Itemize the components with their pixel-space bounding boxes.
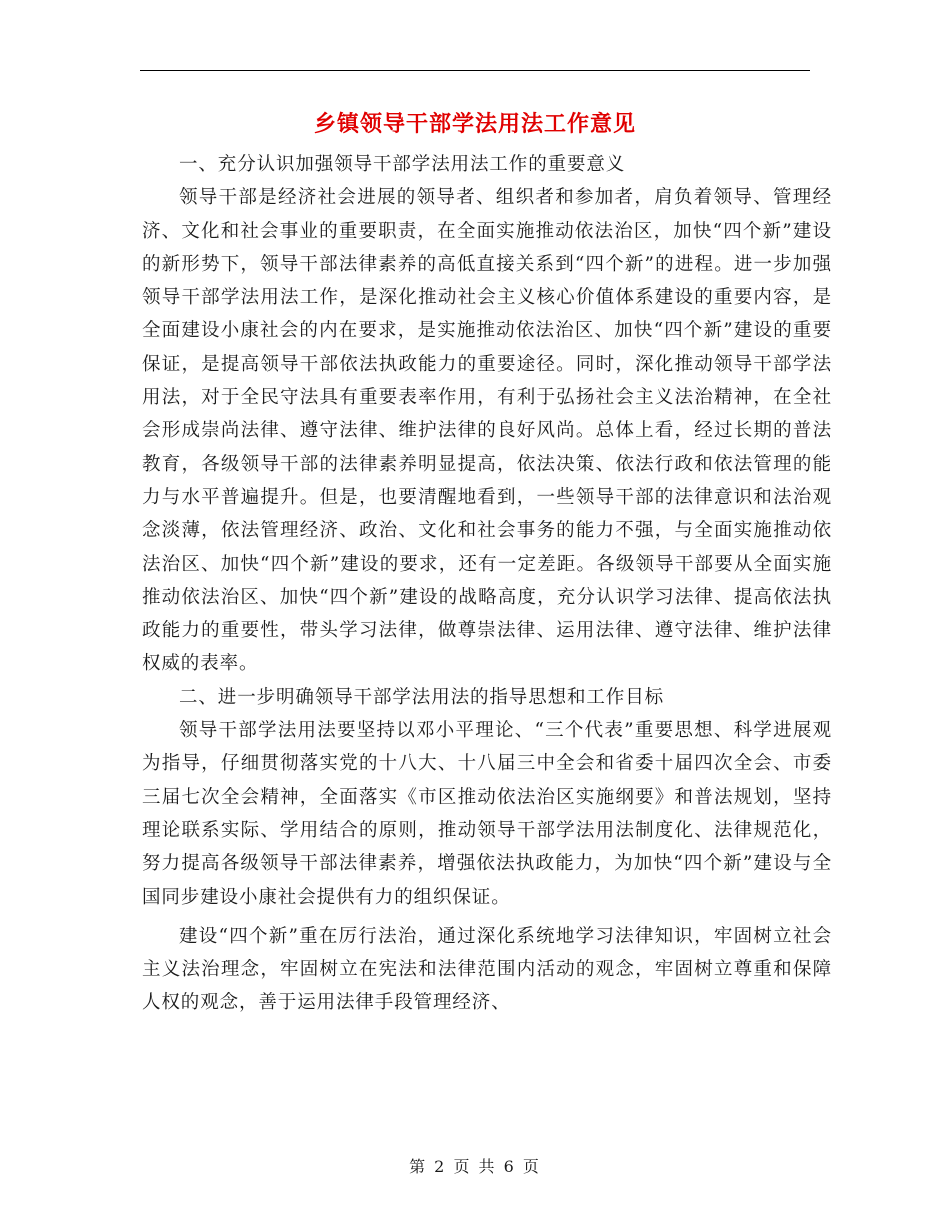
body-paragraph-2: 领导干部学法用法要坚持以邓小平理论、“三个代表”重要思想、科学进展观为指导，仔细贯彻落实党的十八大、十八届三中全会和省委十届四次全会、市委三届七次全会精神，全面落实《市区推动依法治区实施纲要》和普法规划，坚持理论联系实际、学用结合的原则，推动领导干部学法用法制度化、法律规范化，努力提高各级领导干部法律素养，增强依法执政能力，为加快“四个新”建设与全国同步建设小康社会提供有力的组织保证。: [142, 720, 832, 908]
section-heading-1: 一、充分认识加强领导干部学法用法工作的重要意义: [179, 154, 626, 175]
section-heading-2: 二、进一步明确领导干部学法用法的指导思想和工作目标: [179, 686, 665, 708]
body-paragraph-3: 建设“四个新”重在厉行法治，通过深化系统地学习法律知识，牢固树立社会主义法治理念，牢固树立在宪法和法律范围内活动的观念，牢固树立尊重和保障人权的观念，善于运用法律手段管理经济、: [142, 925, 832, 1014]
header-rule: [140, 70, 810, 71]
document-title: 乡镇领导干部学法用法工作意见: [313, 111, 636, 137]
page-number-footer: 第 2 页 共 6 页: [409, 1157, 541, 1176]
document-body: [142, 148, 832, 1020]
body-paragraph-1: 领导干部是经济社会进展的领导者、组织者和参加者，肩负着领导、管理经济、文化和社会事业的重要职责，在全面实施推动依法治区，加快“四个新”建设的新形势下，领导干部法律素养的高低直接关系到“四个新”的进程。进一步加强领导干部学法用法工作，是深化推动社会主义核心价值体系建设的重要内容，是全面建设小康社会的内在要求，是实施推动依法治区、加快“四个新”建设的重要保证，是提高领导干部依法执政能力的重要途径。同时，深化推动领导干部学法用法，对于全民守法具有重要表率作用，有利于弘扬社会主义法治精神，在全社会形成崇尚法律、遵守法律、维护法律的良好风尚。总体上看，经过长期的普法教育，各级领导干部的法律素养明显提高，依法决策、依法行政和依法管理的能力与水平普遍提升。但是，也要清醒地看到，一些领导干部的法律意识和法治观念淡薄，依法管理经济、政治、文化和社会事务的能力不强，与全面实施推动依法治区、加快“四个新”建设的要求，还有一定差距。各级领导干部要从全面实施推动依法治区、加快“四个新”建设的战略高度，充分认识学习法律、提高依法执政能力的重要性，带头学习法律，做尊崇法律、运用法律、遵守法律、维护法律权威的表率。: [142, 187, 832, 675]
